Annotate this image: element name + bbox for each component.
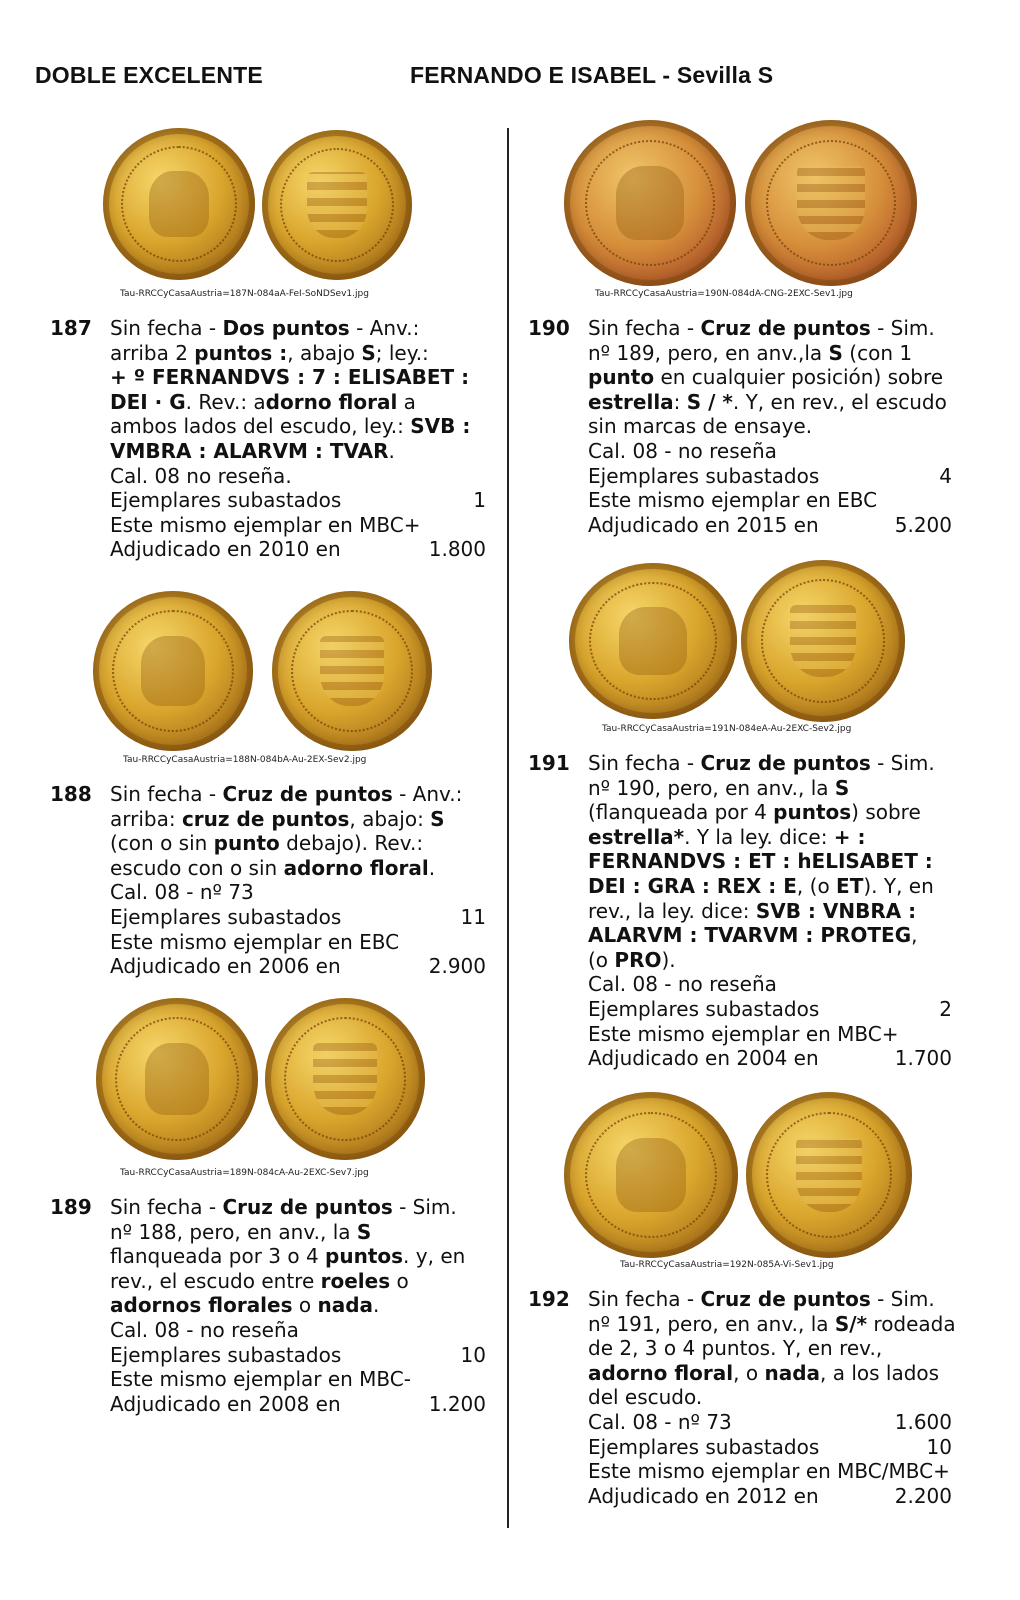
catalog-reference: Cal. 08 - no reseña [588,972,777,997]
ruler-mint-title: FERNANDO E ISABEL - Sevilla S [410,62,774,88]
coin-reverse-image [741,560,905,722]
catalog-reference: Cal. 08 - nº 73 [588,1409,732,1434]
image-caption: Tau-RRCCyCasaAustria=191N-084eA-Au-2EXC-Sev2.jpg [602,724,852,734]
auctioned-count: 11 [460,904,486,929]
entry-number: 191 [528,751,570,775]
coin-obverse-image [569,563,737,719]
price: 2.200 [894,1483,952,1508]
catalog-reference: Cal. 08 no reseña. [110,463,292,488]
price: 1.800 [428,537,486,562]
image-caption: Tau-RRCCyCasaAustria=190N-084dA-CNG-2EXC-Sev1.jpg [595,289,853,299]
entry-number: 188 [50,782,92,806]
coin-obverse-image [96,998,258,1160]
entry-number: 192 [528,1287,570,1311]
coin-obverse-image [103,128,255,280]
image-caption: Tau-RRCCyCasaAustria=187N-084aA-FeI-SoNDSev1.jpg [120,289,369,299]
auctioned-count: 10 [460,1342,486,1367]
entry-number: 189 [50,1195,92,1219]
image-caption: Tau-RRCCyCasaAustria=189N-084cA-Au-2EXC-Sev7.jpg [120,1168,369,1178]
price: 5.200 [894,512,952,537]
auctioned-count: 10 [926,1434,952,1459]
coin-reverse-image [272,591,432,751]
section-title: DOBLE EXCELENTE [35,62,263,88]
entry-number: 190 [528,316,570,340]
coin-reverse-image [265,998,425,1160]
price: 1.700 [894,1046,952,1071]
coin-obverse-image [93,591,253,751]
catalog-reference: Cal. 08 - no reseña [588,438,777,463]
coin-obverse-image [564,1092,738,1258]
coin-obverse-image [564,120,736,286]
price: 1.200 [428,1391,486,1416]
price: 2.900 [428,954,486,979]
image-caption: Tau-RRCCyCasaAustria=188N-084bA-Au-2EX-Sev2.jpg [123,755,367,765]
catalog-value: 1.600 [894,1409,952,1434]
auctioned-count: 1 [473,488,486,513]
auctioned-count: 4 [939,463,952,488]
catalog-reference: Cal. 08 - no reseña [110,1317,299,1342]
image-caption: Tau-RRCCyCasaAustria=192N-085A-Vi-Sev1.jpg [620,1260,834,1270]
entry-number: 187 [50,316,92,340]
coin-reverse-image [746,1092,912,1258]
auctioned-count: 2 [939,996,952,1021]
coin-reverse-image [262,130,412,280]
column-divider [507,128,509,1528]
catalog-reference: Cal. 08 - nº 73 [110,880,254,905]
coin-reverse-image [745,120,917,286]
